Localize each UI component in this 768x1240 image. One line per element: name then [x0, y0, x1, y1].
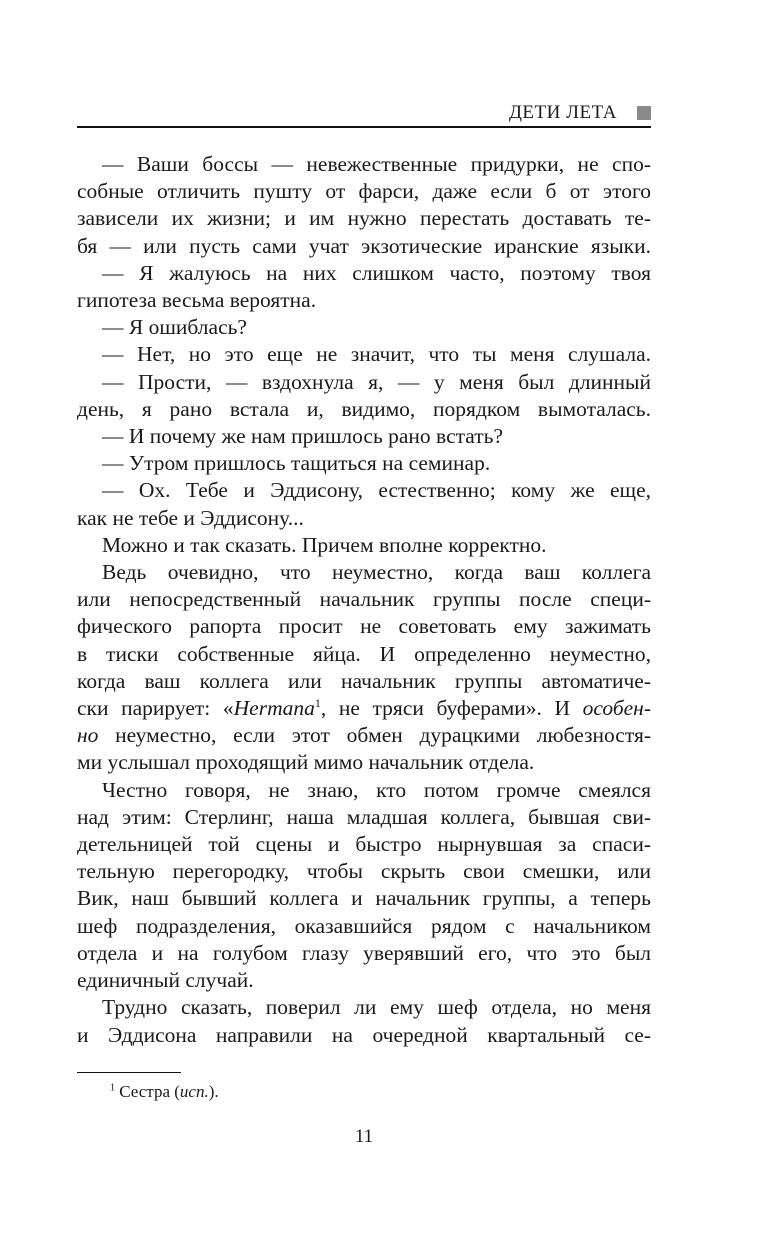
page-number: 11: [354, 1126, 374, 1147]
text-line: отдела и на голубом глазу уверявший его, что это был: [77, 940, 651, 965]
footnote: [110, 1082, 219, 1102]
text-line: в тиски собственные яйца. И определенно неуместно,: [77, 641, 651, 666]
footnote-marker: 1: [314, 695, 321, 710]
text-run: , не тряси буферами». И: [320, 696, 583, 721]
paragraph: [77, 260, 651, 314]
text-line: собные отличить пушту от фарси, даже если б от этого: [77, 179, 651, 204]
text-line: — Я жалуюсь на них слишком часто, поэтому твоя: [102, 260, 651, 285]
text-line: — Нет, но это еще не значит, что ты меня слушала.: [102, 342, 651, 367]
text-line: Вик, наш бывший коллега и начальник группы, а теперь: [77, 886, 651, 911]
text-line: бя — или пусть сами учат экзотические иранские языки.: [77, 233, 651, 258]
text-line: когда ваш коллега или начальник группы автоматиче-: [77, 668, 651, 693]
running-header: [77, 100, 651, 128]
text-line: тельную перегородку, чтобы скрыть свои смешки, или: [77, 859, 651, 884]
italic-word: особен-: [582, 696, 651, 721]
text-line: — Прости, — вздохнула я, — у меня был длинный: [102, 369, 651, 394]
text-line: — Утром пришлось тащиться на семинар.: [102, 451, 491, 476]
text-line: фического рапорта просит не советовать ему зажимать: [77, 614, 651, 639]
text-line: детельницей той сцены и быстро нырнувшая за спаси-: [77, 832, 651, 857]
paragraph: [77, 777, 651, 995]
text-line: и Эддисона направили на очередной квартальный се-: [77, 1022, 651, 1047]
text-line: — И почему же нам пришлось рано встать?: [102, 424, 504, 449]
text-line: зависели их жизни; и им нужно перестать доставать те-: [77, 206, 651, 231]
text-line: день, я рано встала и, видимо, порядком вымоталась.: [77, 396, 651, 421]
text-run: неуместно, если этот обмен дурацкими любезностя-: [98, 723, 651, 748]
footnote-rule: [77, 1072, 181, 1073]
paragraph: [77, 369, 651, 423]
paragraph: [77, 151, 651, 260]
text-line: как не тебе и Эддисону...: [77, 505, 304, 530]
text-line: — Ваши боссы — невежественные придурки, не спо-: [102, 152, 651, 176]
text-line: ми услышал проходящий мимо начальник отдела.: [77, 750, 535, 775]
paragraph: [77, 994, 651, 1048]
text-line: — Я ошиблась?: [102, 315, 247, 340]
paragraph: [77, 477, 651, 531]
running-title: ДЕТИ ЛЕТА: [508, 102, 617, 123]
text-line: [77, 695, 651, 722]
text-line: Ведь очевидно, что неуместно, когда ваш коллега: [102, 560, 651, 585]
text-line: гипотеза весьма вероятна.: [77, 288, 317, 313]
footnote-text: ).: [208, 1082, 219, 1101]
italic-word: Hermana: [233, 696, 315, 721]
footnote-italic: исп.: [179, 1082, 209, 1101]
text-line: — Ох. Тебе и Эддисону, естественно; кому же еще,: [102, 478, 651, 503]
text-line: шеф подразделения, оказавшийся рядом с начальником: [77, 913, 651, 938]
paragraph: [77, 559, 651, 777]
footnote-marker: 1: [110, 1082, 115, 1094]
text-line: Можно и так сказать. Причем вполне корректно.: [102, 532, 547, 557]
header-square-mark: [637, 106, 651, 120]
text-line: или непосредственный начальник группы после специ-: [77, 587, 651, 612]
italic-word: но: [77, 723, 99, 748]
body-text: [77, 151, 651, 1049]
footnote-text: Сестра (: [115, 1082, 180, 1101]
text-line: Честно говоря, не знаю, кто потом громче смеялся: [102, 777, 651, 802]
text-line: над этим: Стерлинг, наша младшая коллега, бывшая сви-: [77, 804, 651, 829]
text-line: [77, 722, 651, 749]
text-line: Трудно сказать, поверил ли ему шеф отдела, но меня: [102, 995, 651, 1020]
text-run: ски парирует: «: [77, 696, 234, 721]
text-line: единичный случай.: [77, 968, 254, 993]
